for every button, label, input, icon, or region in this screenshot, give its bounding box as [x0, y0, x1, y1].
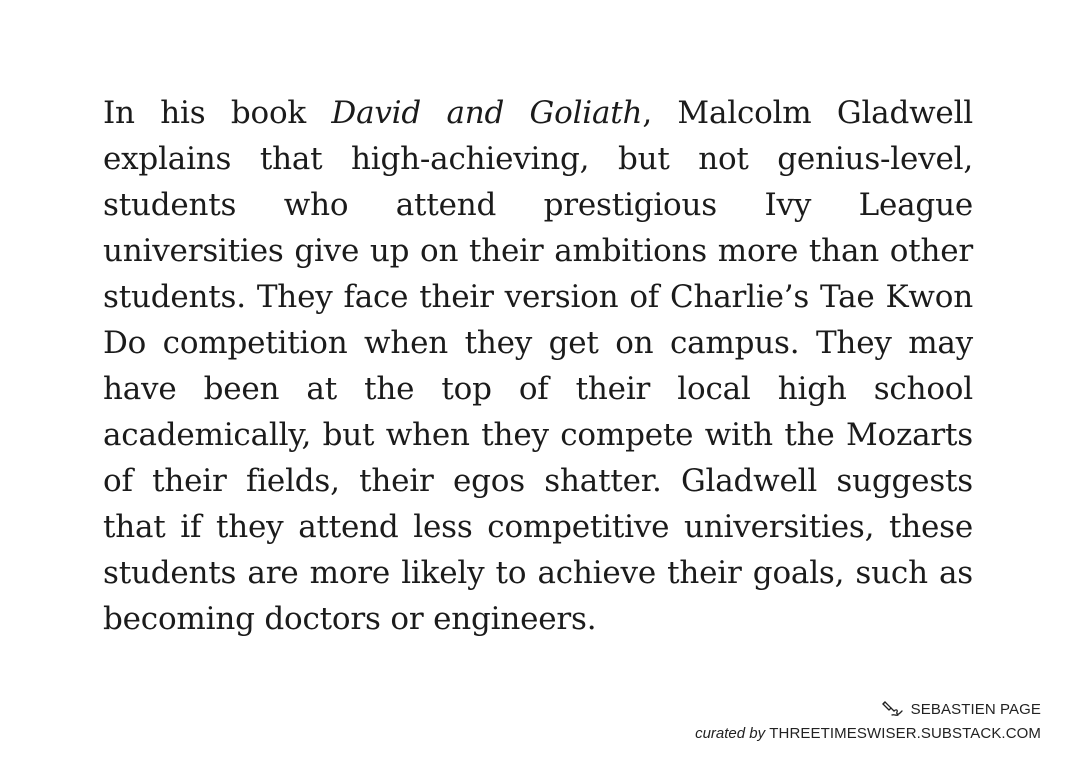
quote-paragraph: [103, 90, 973, 642]
quote-text-after: , Malcolm Gladwell explains that high-achieving, but not genius-level, students who attend prestigious Ivy League universities give up on their ambitions more than other students. They face their version of Charlie’s Tae Kwon Do competition when they get on campus. They may have been at the top of their local high school academically, but when they compete with the Mozarts of their fields, their egos shatter. Gladwell suggests that if they attend less competitive universities, these students are more likely to achieve their goals, such as becoming doctors or engineers.: [103, 95, 974, 637]
author-name: SEBASTIEN PAGE: [910, 700, 1041, 718]
curator-site-link[interactable]: THREETIMESWISER.SUBSTACK.COM: [769, 725, 1041, 742]
pen-writing-icon: [882, 699, 904, 719]
author-line: [695, 696, 1041, 722]
quote-text-before: In his book: [103, 95, 332, 131]
book-title: David and Goliath: [331, 95, 643, 131]
curated-by-label: curated by: [695, 725, 766, 742]
attribution-footer: [695, 696, 1041, 746]
curated-by-line: [695, 722, 1041, 746]
